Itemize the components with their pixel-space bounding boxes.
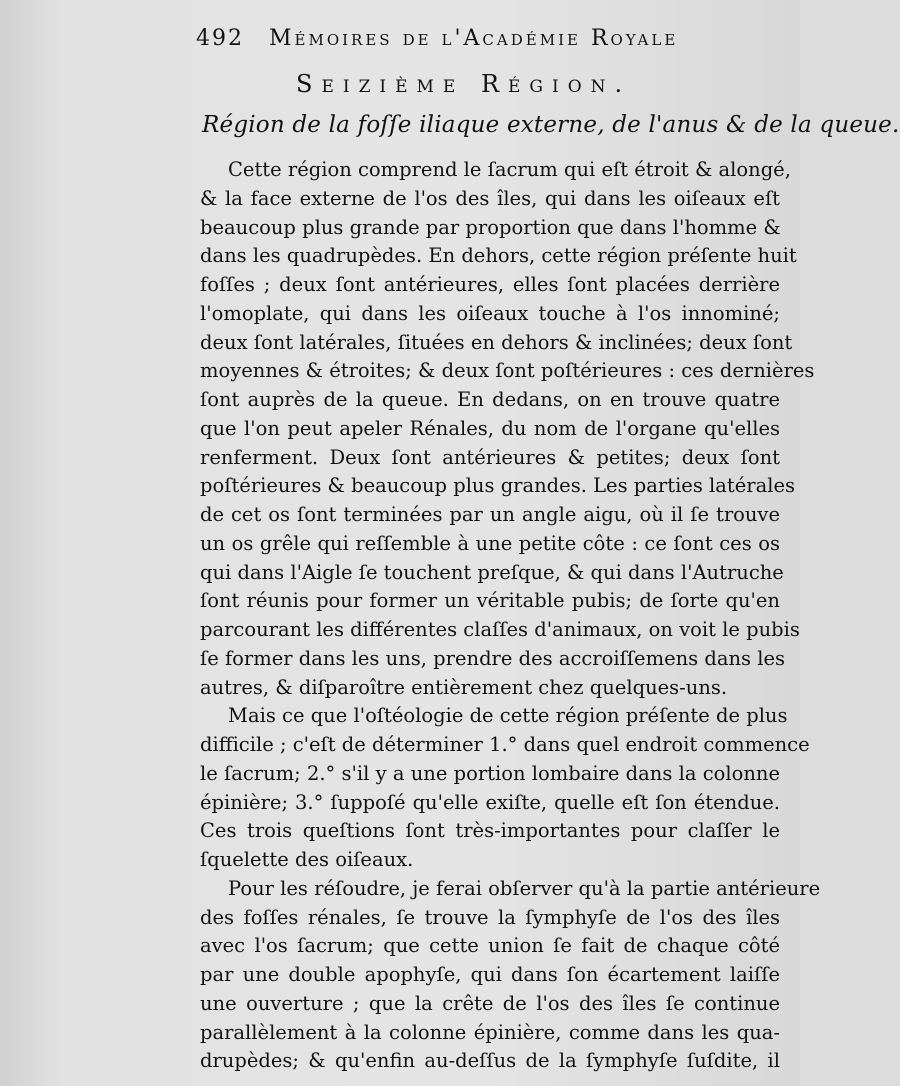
text-line: avec l'os ſacrum; que cette union ſe fait de chaque côté [200, 934, 780, 958]
text-line: & la face externe de l'os des îles, qui dans les oiſeaux eſt [200, 186, 780, 210]
text-line: moyennes & étroites; & deux ſont poſtérieures : ces dernières [200, 359, 815, 383]
text-line: par une double apophyſe, qui dans ſon écartement laiſſe [200, 963, 780, 986]
text-line: Mais ce que l'oſtéologie de cette région préſente de plus [228, 704, 788, 728]
text-line: ſquelette des oiſeaux. [200, 848, 414, 871]
paragraph [200, 875, 821, 1076]
text-line: parallèlement à la colonne épinière, comme dans les qua- [200, 1020, 780, 1044]
section-subtitle: Région de la foſſe iliaque externe, de l'anus & de la queue. [202, 112, 900, 138]
running-header [196, 26, 736, 51]
text-line: que l'on peut apeler Rénales, du nom de l'organe qu'elles [200, 416, 780, 440]
text-line: le ſacrum; 2.° s'il y a une portion lombaire dans la colonne [200, 761, 780, 785]
text-line: beaucoup plus grande par proportion que dans l'homme & [200, 215, 781, 239]
text-line: épinière; 3.° ſuppoſé qu'elle exiſte, quelle eſt ſon étendue. [200, 790, 780, 814]
text-line: drupèdes; & qu'enfin au-deſſus de la ſymphyſe ſuſdite, il [200, 1049, 780, 1073]
text-line: parcourant les différentes claſſes d'animaux, on voit le pubis [200, 618, 800, 641]
text-line: des foſſes rénales, ſe trouve la ſymphyſe de l'os des îles [200, 905, 780, 929]
text-line: autres, & diſparoître entièrement chez quelques-uns. [200, 675, 728, 699]
paragraph [200, 702, 810, 875]
text-line: foſſes ; deux ſont antérieures, elles ſont placées derrière [200, 273, 780, 296]
text-line: deux ſont latérales, ſituées en dehors & inclinées; deux ſont [200, 330, 793, 354]
text-line: renferment. Deux ſont antérieures & petites; deux ſont [200, 445, 780, 469]
text-line: l'omoplate, qui dans les oiſeaux touche à l'os innominé; [200, 301, 780, 325]
text-line: poſtérieures & beaucoup plus grandes. Les parties latérales [200, 474, 796, 498]
text-line: une ouverture ; que la crête de l'os des îles ſe continue [200, 991, 780, 1015]
text-line: ſont auprès de la queue. En dedans, on en trouve quatre [200, 388, 780, 411]
text-line: qui dans l'Aigle ſe touchent preſque, & qui dans l'Autruche [200, 560, 784, 584]
text-line: de cet os ſont terminées par un angle aigu, où il ſe trouve [200, 503, 780, 526]
text-line: ſont réunis pour former un véritable pubis; de ſorte qu'en [200, 589, 780, 613]
text-line: Pour les réſoudre, je ferai obſerver qu'à la partie antérieure [228, 876, 821, 900]
paragraph [200, 156, 815, 702]
text-line: dans les quadrupèdes. En dehors, cette région préſente huit [200, 244, 797, 268]
text-line: Ces trois queſtions ſont très-importantes pour claſſer le [200, 819, 780, 843]
text-line: un os grêle qui reſſemble à une petite côte : ce ſont ces os [200, 531, 780, 555]
text-line: ſe former dans les uns, prendre des accroiſſemens dans les [200, 646, 786, 670]
running-title: Mémoires de l'Académie Royale [269, 26, 679, 51]
page-number: 492 [196, 26, 244, 51]
text-line: difficile ; c'eſt de déterminer 1.° dans quel endroit commence [200, 733, 810, 756]
body-text [200, 156, 821, 1076]
text-line: Cette région comprend le ſacrum qui eſt étroit & alongé, [228, 158, 791, 181]
section-title: Seizième Région. [296, 70, 632, 98]
